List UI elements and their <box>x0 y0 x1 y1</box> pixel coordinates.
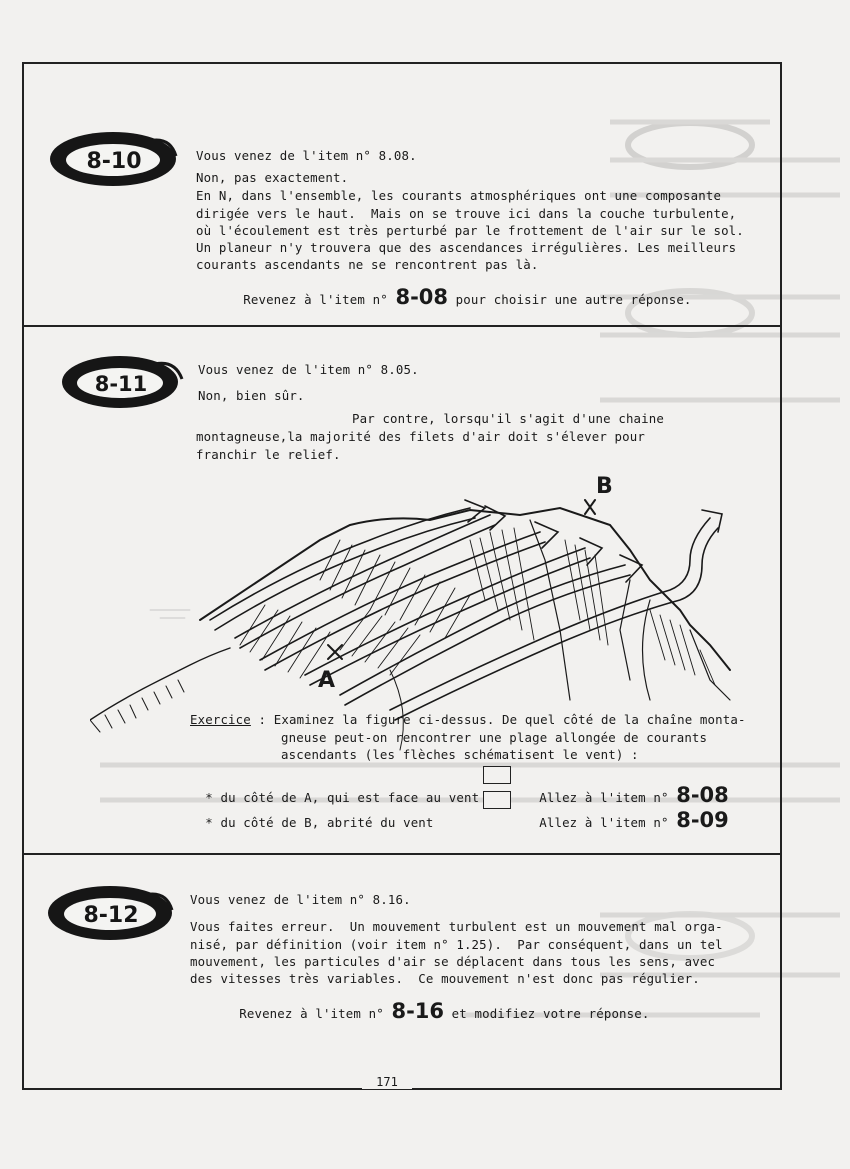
from-line: Vous venez de l'item n° 8.05. <box>198 362 419 377</box>
body-line: mouvement, les particules d'air se déplacent dans tous les sens, avec <box>190 954 716 969</box>
goto-text: Allez à l'item n° <box>539 790 669 805</box>
figure-label-b: B <box>596 474 613 499</box>
answer-goto-b <box>524 793 729 832</box>
option-text: * du côté de B, abrité du vent <box>205 815 434 830</box>
body-line: Vous faites erreur. Un mouvement turbulent est un mouvement mal orga- <box>190 919 723 934</box>
section-divider <box>22 853 782 855</box>
return-suffix: pour choisir une autre réponse. <box>455 292 692 307</box>
exercise-heading-line <box>190 711 746 729</box>
body-line: Non, bien sûr. <box>198 388 305 403</box>
body-line: dirigée vers le haut. Mais on se trouve ici dans la couche turbulente, <box>196 206 737 221</box>
return-line <box>228 270 692 309</box>
exercise-line: gneuse peut-on rencontrer une plage allongée de courants <box>281 730 708 745</box>
goto-item-link[interactable]: 8-09 <box>676 808 729 832</box>
page-number: 171 <box>362 1075 412 1089</box>
from-line: Vous venez de l'item n° 8.16. <box>190 892 411 907</box>
figure-label-a: A <box>318 668 336 693</box>
body-line: des vitesses très variables. Ce mouvement n'est donc pas régulier. <box>190 971 700 986</box>
badge-label: 8-11 <box>94 372 148 396</box>
item-badge-8-11 <box>60 352 190 412</box>
body-line: nisé, par définition (voir item n° 1.25). Par conséquent, dans un tel <box>190 937 723 952</box>
body-line: où l'écoulement est très perturbé par le frottement de l'air sur le sol. <box>196 223 744 238</box>
return-prefix: Revenez à l'item n° <box>239 1006 384 1021</box>
item-badge-8-12 <box>44 882 180 944</box>
goto-item-link[interactable]: 8-08 <box>676 783 729 807</box>
body-line: Par contre, lorsqu'il s'agit d'une chaine <box>352 411 665 426</box>
return-item-link[interactable]: 8-16 <box>391 999 445 1023</box>
body-line: montagneuse,la majorité des filets d'air doit s'élever pour <box>196 429 645 444</box>
answer-checkbox-b[interactable] <box>483 791 511 809</box>
exercise-line: ascendants (les flèches schématisent le vent) : <box>281 747 639 762</box>
answer-option-b <box>190 796 434 832</box>
badge-label: 8-12 <box>83 903 139 928</box>
return-line <box>224 984 650 1023</box>
body-line: Non, pas exactement. <box>196 170 349 185</box>
badge-label: 8-10 <box>86 149 142 174</box>
section-divider <box>22 325 782 327</box>
exercise-colon: : <box>258 712 267 727</box>
option-text: * du côté de A, qui est face au vent <box>205 790 480 805</box>
return-item-link[interactable]: 8-08 <box>395 285 449 309</box>
answer-checkbox-a[interactable] <box>483 766 511 784</box>
body-line: courants ascendants ne se rencontrent pas là. <box>196 257 539 272</box>
body-line: En N, dans l'ensemble, les courants atmosphériques ont une composante <box>196 188 722 203</box>
return-prefix: Revenez à l'item n° <box>243 292 388 307</box>
return-suffix: et modifiez votre réponse. <box>451 1006 650 1021</box>
from-line: Vous venez de l'item n° 8.08. <box>196 148 417 163</box>
body-line: Un planeur n'y trouvera que des ascendances irrégulières. Les meilleurs <box>196 240 737 255</box>
exercise-line: Examinez la figure ci-dessus. De quel côté de la chaîne monta- <box>273 712 746 727</box>
item-badge-8-10 <box>46 128 182 190</box>
body-line: franchir le relief. <box>196 447 341 462</box>
exercise-heading: Exercice <box>190 712 251 727</box>
goto-text: Allez à l'item n° <box>539 815 669 830</box>
